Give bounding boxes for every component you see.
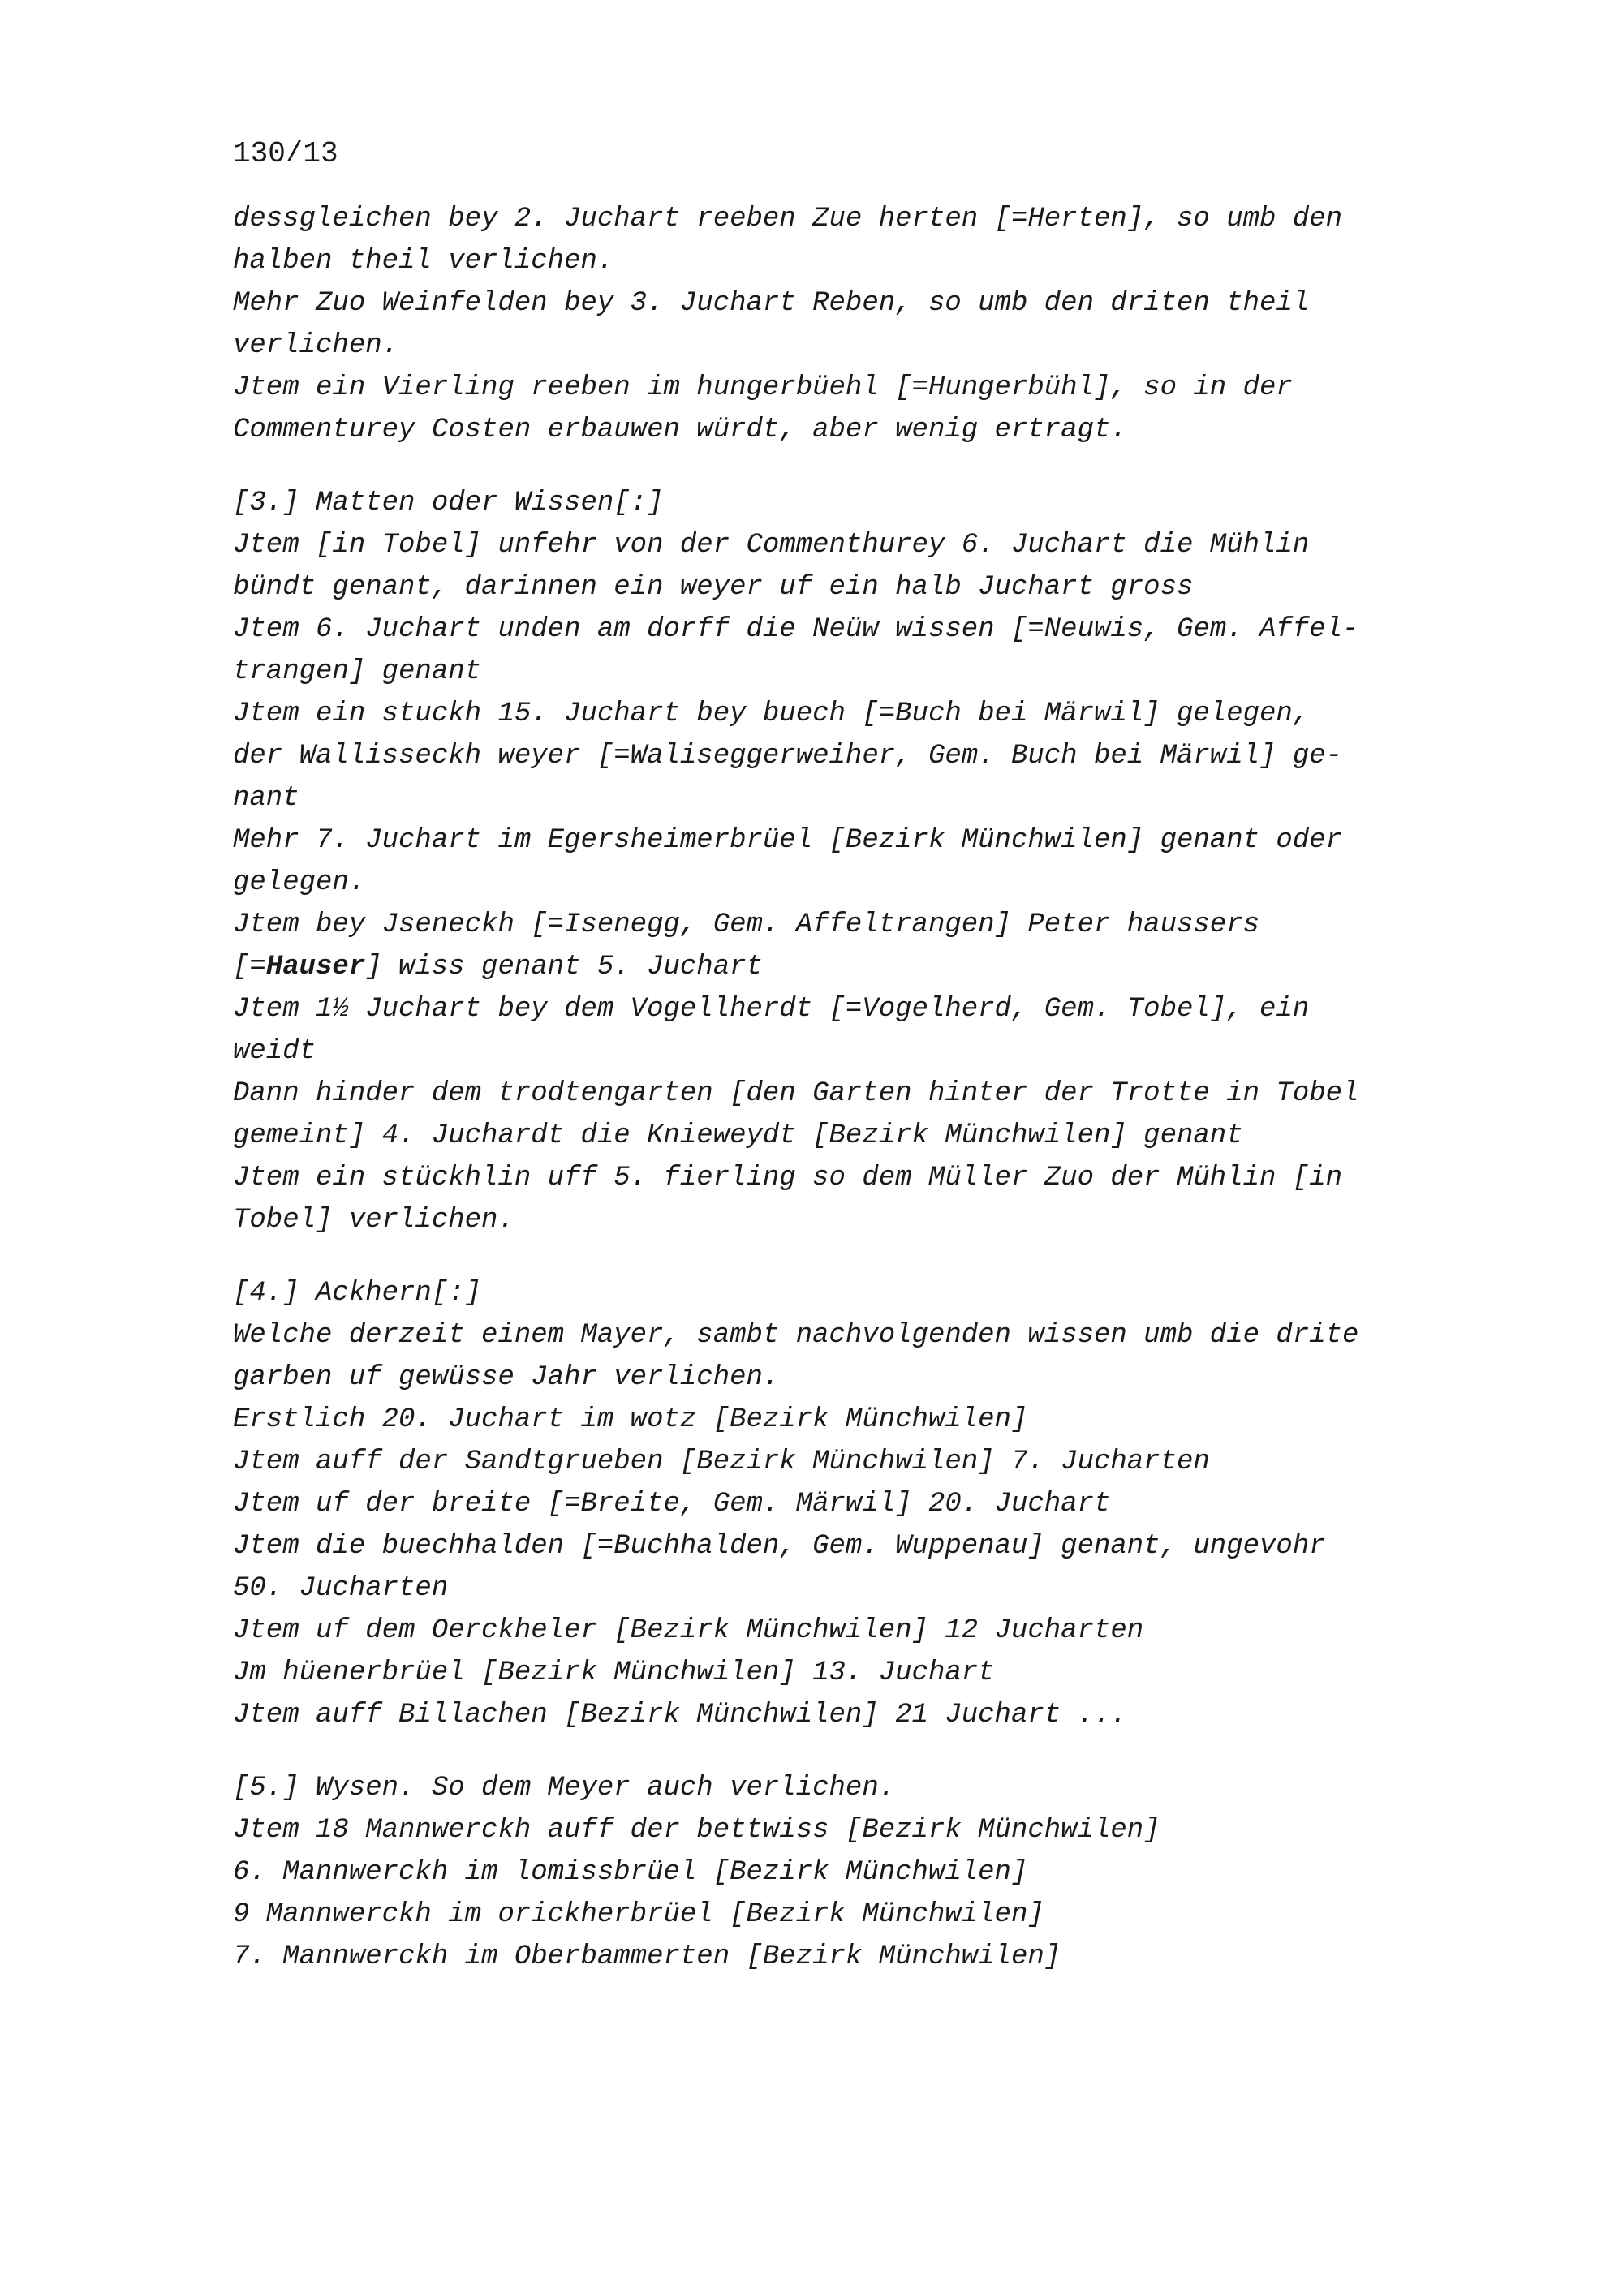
text-line: 6. Mannwerckh im lomissbrüel [Bezirk Münchwilen]	[233, 1857, 1028, 1888]
text-line: garben uf gewüsse Jahr verlichen.	[233, 1362, 780, 1393]
text-line: Jtem die buechhalden [=Buchhalden, Gem. Wuppenau] genant, ungevohr	[233, 1531, 1326, 1562]
text-line: bündt genant, darinnen ein weyer uf ein halb Juchart gross	[233, 572, 1194, 603]
text-line: der Wallisseckh weyer [=Waliseggerweiher, Gem. Buch bei Märwil] ge-	[233, 741, 1343, 772]
text-line: Jtem 6. Juchart unden am dorff die Neüw wissen [=Neuwis, Gem. Affel-	[233, 614, 1359, 645]
text-line: dessgleichen bey 2. Juchart reeben Zue herten [=Herten], so umb den	[233, 204, 1343, 234]
text-line	[233, 946, 1483, 988]
text-line: [3.] Matten oder Wissen[:]	[233, 488, 664, 518]
bold-name: Hauser	[265, 952, 366, 982]
text-segment: [=	[233, 952, 266, 982]
text-line: Welche derzeit einem Mayer, sambt nachvolgenden wissen umb die drite	[233, 1320, 1359, 1351]
text-line: 50. Jucharten	[233, 1573, 449, 1604]
text-line: [5.] Wysen. So dem Meyer auch verlichen.	[233, 1773, 896, 1804]
text-line: Jtem 1½ Juchart bey dem Vogellherdt [=Vogelherd, Gem. Tobel], ein	[233, 994, 1310, 1025]
text-line: Jtem bey Jseneckh [=Isenegg, Gem. Affeltrangen] Peter haussers	[233, 909, 1260, 940]
text-line: Jtem auff Billachen [Bezirk Münchwilen] 21 Juchart ...	[233, 1700, 1127, 1731]
text-line: verlichen.	[233, 330, 399, 361]
text-section	[233, 1272, 1483, 1736]
page-number: 130/13	[233, 137, 338, 170]
text-line: Jm hüenerbrüel [Bezirk Münchwilen] 13. Juchart	[233, 1658, 995, 1688]
text-line: Mehr 7. Juchart im Egersheimerbrüel [Bezirk Münchwilen] genant oder	[233, 825, 1343, 856]
text-line: gemeint] 4. Juchardt die Knieweydt [Bezirk Münchwilen] genant	[233, 1120, 1243, 1151]
text-line: Jtem ein stuckh 15. Juchart bey buech [=Buch bei Märwil] gelegen,	[233, 699, 1310, 729]
text-line: trangen] genant	[233, 656, 482, 687]
text-line: Jtem ein stückhlin uff 5. fierling so dem Müller Zuo der Mühlin [in	[233, 1163, 1343, 1193]
text-line: [4.] Ackhern[:]	[233, 1278, 482, 1309]
text-line: weidt	[233, 1036, 316, 1067]
text-section	[233, 198, 1483, 451]
document-body	[233, 198, 1483, 1978]
text-line: Jtem [in Tobel] unfehr von der Commenthurey 6. Juchart die Mühlin	[233, 530, 1310, 561]
text-line: gelegen.	[233, 867, 366, 898]
text-line: 7. Mannwerckh im Oberbammerten [Bezirk Münchwilen]	[233, 1941, 1061, 1972]
text-line: Jtem auff der Sandtgrueben [Bezirk Münchwilen] 7. Jucharten	[233, 1447, 1210, 1477]
text-line: Mehr Zuo Weinfelden bey 3. Juchart Reben, so umb den driten theil	[233, 288, 1310, 319]
text-line: 9 Mannwerckh im orickherbrüel [Bezirk Münchwilen]	[233, 1899, 1044, 1930]
text-line: Tobel] verlichen.	[233, 1205, 514, 1236]
text-section	[233, 1767, 1483, 1978]
text-line: Dann hinder dem trodtengarten [den Garten hinter der Trotte in Tobel	[233, 1078, 1359, 1109]
text-line: Commenturey Costen erbauwen würdt, aber wenig ertragt.	[233, 415, 1127, 445]
text-line: Jtem ein Vierling reeben im hungerbüehl [=Hungerbühl], so in der	[233, 372, 1293, 403]
text-line: Jtem uf der breite [=Breite, Gem. Märwil] 20. Juchart	[233, 1489, 1111, 1520]
text-line: Erstlich 20. Juchart im wotz [Bezirk Münchwilen]	[233, 1404, 1028, 1435]
text-line: nant	[233, 783, 299, 814]
text-section	[233, 482, 1483, 1241]
text-line: halben theil verlichen.	[233, 246, 614, 277]
text-line: Jtem uf dem Oerckheler [Bezirk Münchwilen] 12 Jucharten	[233, 1615, 1144, 1646]
text-segment: ] wiss genant 5. Juchart	[365, 952, 763, 982]
text-line: Jtem 18 Mannwerckh auff der bettwiss [Bezirk Münchwilen]	[233, 1815, 1160, 1846]
